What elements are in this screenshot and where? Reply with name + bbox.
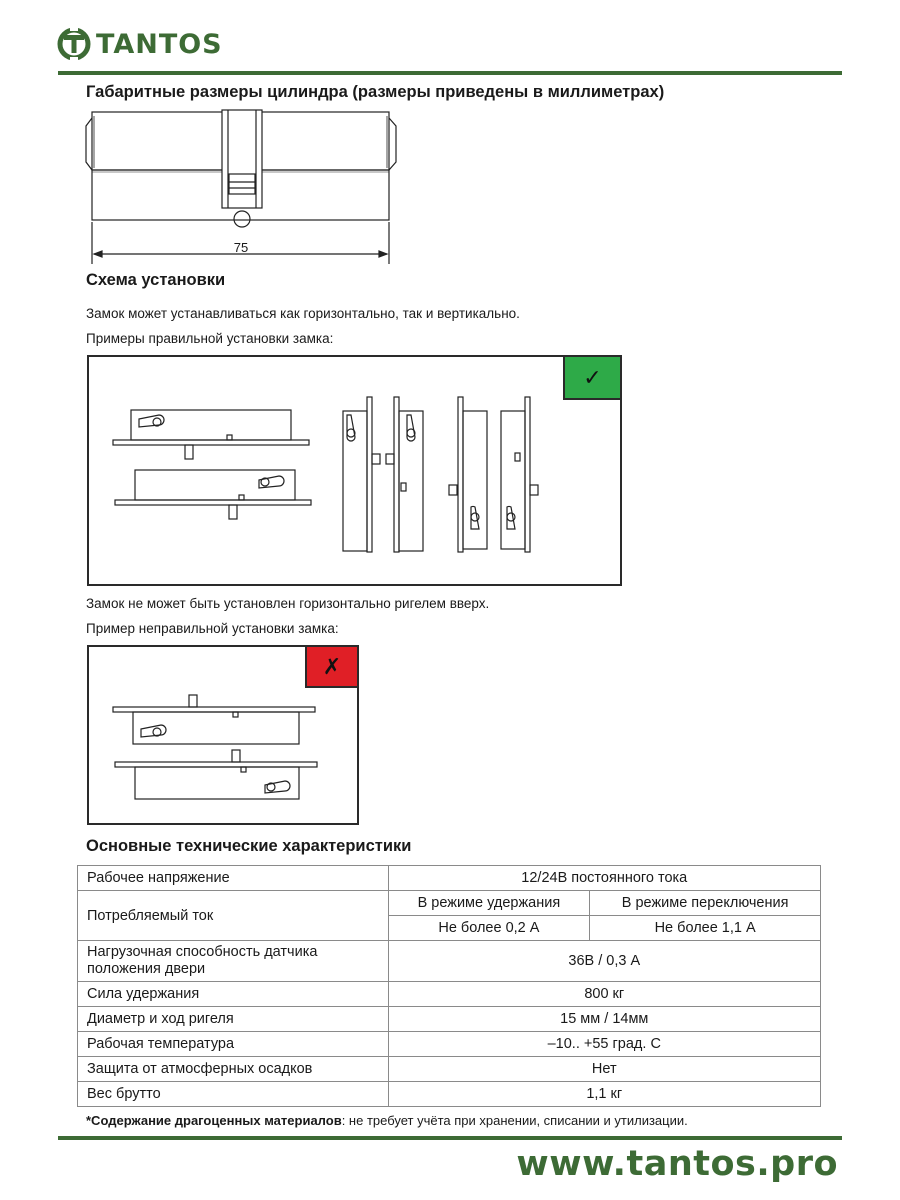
header-rule [58, 71, 842, 75]
spec-value-weather: Нет [388, 1057, 820, 1082]
specs-table [77, 865, 821, 1107]
brand-name: TANTOS [96, 28, 223, 60]
spec-value-voltage: 12/24В постоянного тока [388, 866, 820, 891]
spec-value-holding-force: 800 кг [388, 982, 820, 1007]
wrong-install-drawing [89, 647, 357, 823]
spec-header-hold-mode: В режиме удержания [388, 891, 590, 916]
spec-label-weather: Защита от атмосферных осадков [78, 1057, 389, 1082]
table-row [78, 941, 821, 982]
install-text-correct-examples: Примеры правильной установки замка: [86, 331, 334, 346]
footnote-text: : не требует учёта при хранении, списании и утилизации. [341, 1113, 688, 1128]
tantos-logo-icon [56, 26, 92, 62]
spec-label-bolt: Диаметр и ход ригеля [78, 1007, 389, 1032]
footnote [86, 1113, 688, 1128]
spec-value-weight: 1,1 кг [388, 1082, 820, 1107]
spec-label-voltage: Рабочее напряжение [78, 866, 389, 891]
spec-label-temperature: Рабочая температура [78, 1032, 389, 1057]
table-row [78, 1032, 821, 1057]
correct-install-panel [87, 355, 622, 586]
table-row [78, 982, 821, 1007]
footnote-bold: *Содержание драгоценных материалов [86, 1113, 342, 1128]
spec-value-bolt: 15 мм / 14мм [388, 1007, 820, 1032]
correct-install-drawing [89, 357, 620, 584]
table-row [78, 891, 821, 916]
spec-label-holding-force: Сила удержания [78, 982, 389, 1007]
wrong-install-panel [87, 645, 359, 825]
spec-label-sensor-line2: положения двери [87, 961, 206, 977]
install-text-wrong-example: Пример неправильной установки замка: [86, 621, 339, 636]
dimension-label: 75 [233, 240, 249, 255]
spec-value-sensor: 36В / 0,3 А [388, 941, 820, 982]
website-link[interactable]: www.tantos.pro [516, 1144, 838, 1184]
specs-title: Основные технические характеристики [86, 837, 412, 855]
spec-value-temperature: –10.. +55 град. С [388, 1032, 820, 1057]
spec-label-sensor-line1: Нагрузочная способность датчика [87, 944, 318, 960]
footer-rule [58, 1136, 842, 1140]
spec-label-sensor [78, 941, 389, 982]
install-text-horizontal-vertical: Замок может устанавливаться как горизонтально, так и вертикально. [86, 306, 520, 321]
spec-label-current: Потребляемый ток [78, 891, 389, 941]
spec-header-switch-mode: В режиме переключения [590, 891, 821, 916]
install-title: Схема установки [86, 271, 226, 289]
spec-value-switch-current: Не более 1,1 А [590, 916, 821, 941]
table-row [78, 1082, 821, 1107]
spec-label-weight: Вес брутто [78, 1082, 389, 1107]
check-badge-icon: ✓ [563, 357, 620, 400]
install-text-not-allowed: Замок не может быть установлен горизонтально ригелем вверх. [86, 596, 490, 611]
cross-badge-icon: ✗ [305, 647, 357, 688]
dimensions-title: Габаритные размеры цилиндра (размеры приведены в миллиметрах) [86, 83, 665, 101]
table-row [78, 1057, 821, 1082]
spec-value-hold-current: Не более 0,2 А [388, 916, 590, 941]
brand-logo [56, 24, 223, 64]
table-row [78, 866, 821, 891]
table-row [78, 1007, 821, 1032]
